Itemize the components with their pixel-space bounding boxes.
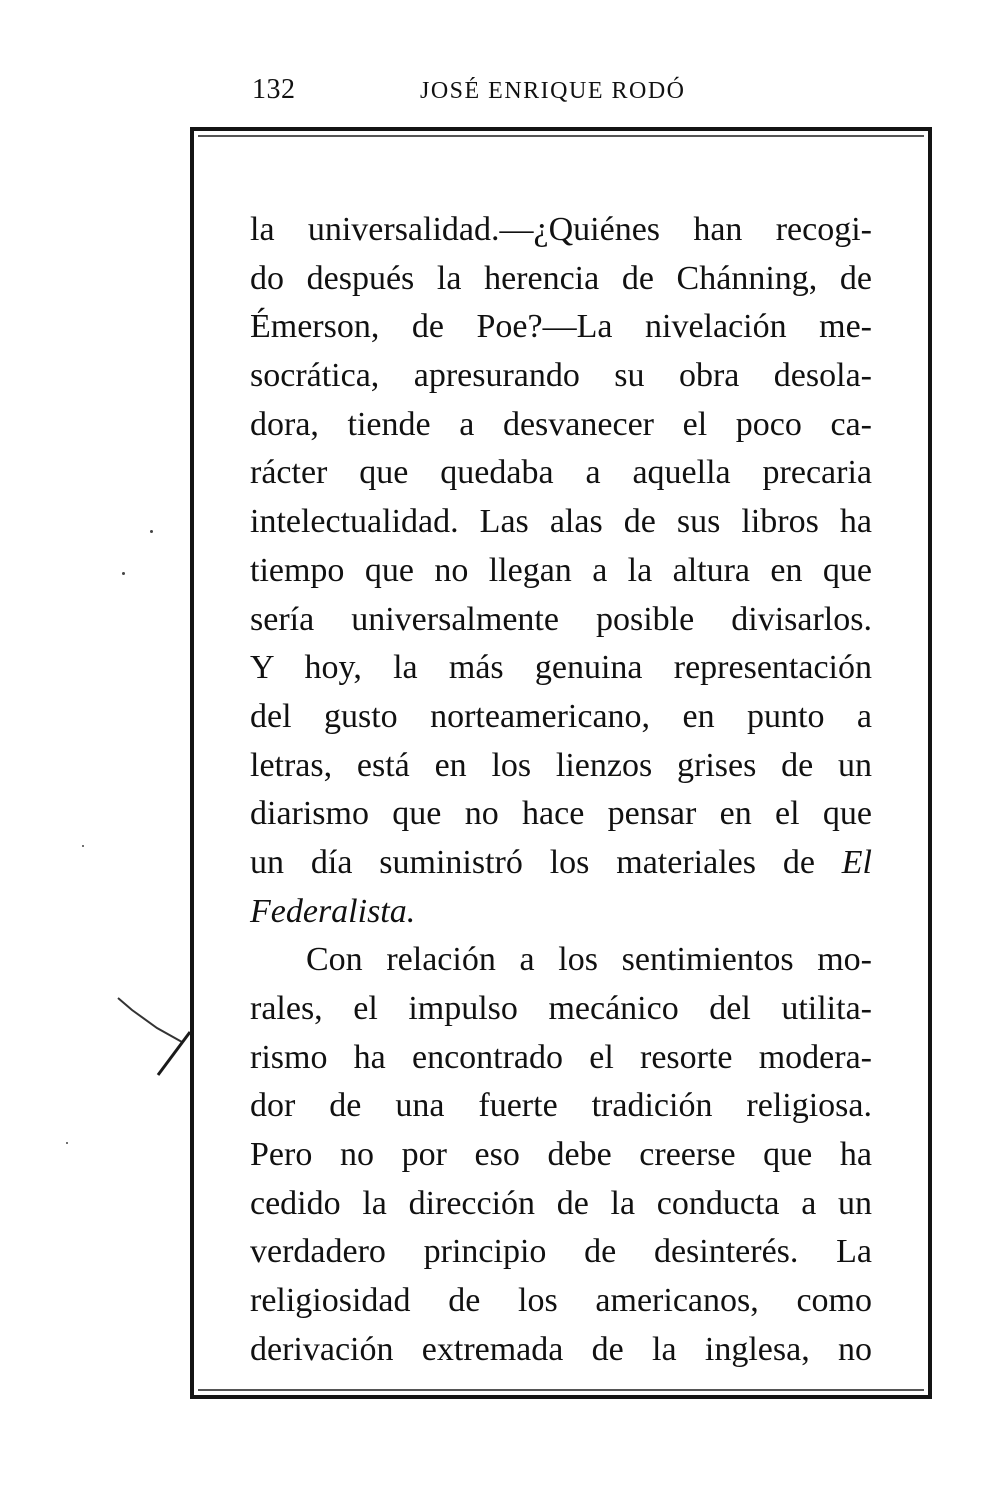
text-line: Y hoy, la más genuina representación [250,649,872,687]
text-line: sería universalmente posible divisarlos. [250,600,872,638]
italic-title-fragment: El [841,843,872,881]
text-line: verdadero principio de desinterés. La [250,1233,872,1271]
scan-speck [82,845,84,847]
text-line: derivación extremada de la inglesa, no [250,1330,872,1368]
page-number: 132 [252,74,296,105]
text-line: rales, el impulso mecánico del utilita- [250,990,872,1027]
page-header [0,74,1000,114]
scan-speck [150,530,153,533]
text-line: Pero no por eso debe creerse que ha [250,1136,872,1174]
body-text [250,206,872,1375]
scan-speck [66,1142,68,1144]
text-line-italic [250,888,872,937]
text-line: del gusto norteamericano, en punto a [250,697,872,735]
handwritten-x-mark [112,990,202,1080]
paragraph-start-line: Con relación a los sentimientos mo- [306,941,872,979]
running-head: JOSÉ ENRIQUE RODÓ [420,78,686,104]
text-line: intelectualidad. Las alas de sus libros ha [250,503,872,541]
text-line: cedido la dirección de la conducta a un [250,1184,872,1222]
text-line: dor de una fuerte tradición religiosa. [250,1087,872,1125]
text-line: dora, tiende a desvanecer el poco ca- [250,405,872,443]
text-line: socrática, apresurando su obra desola- [250,357,872,395]
text-line: religiosidad de los americanos, como [250,1282,872,1320]
italic-title-fragment: Federalista. [250,892,416,930]
text-line: letras, está en los lienzos grises de un [250,746,872,784]
text-line: diarismo que no hace pensar en el que [250,795,872,833]
text-line: do después la herencia de Chánning, de [250,259,872,297]
text-line-with-italic [250,839,872,888]
text-line-start: un día suministró los materiales de [250,843,842,881]
text-line: rismo ha encontrado el resorte modera- [250,1038,872,1076]
text-line: la universalidad.—¿Quiénes han recogi- [250,211,872,248]
text-line: Émerson, de Poe?—La nivelación me- [250,308,872,346]
text-line: rácter que quedaba a aquella precaria [250,454,872,492]
text-line: tiempo que no llegan a la altura en que [250,551,872,589]
scan-speck [122,572,125,575]
